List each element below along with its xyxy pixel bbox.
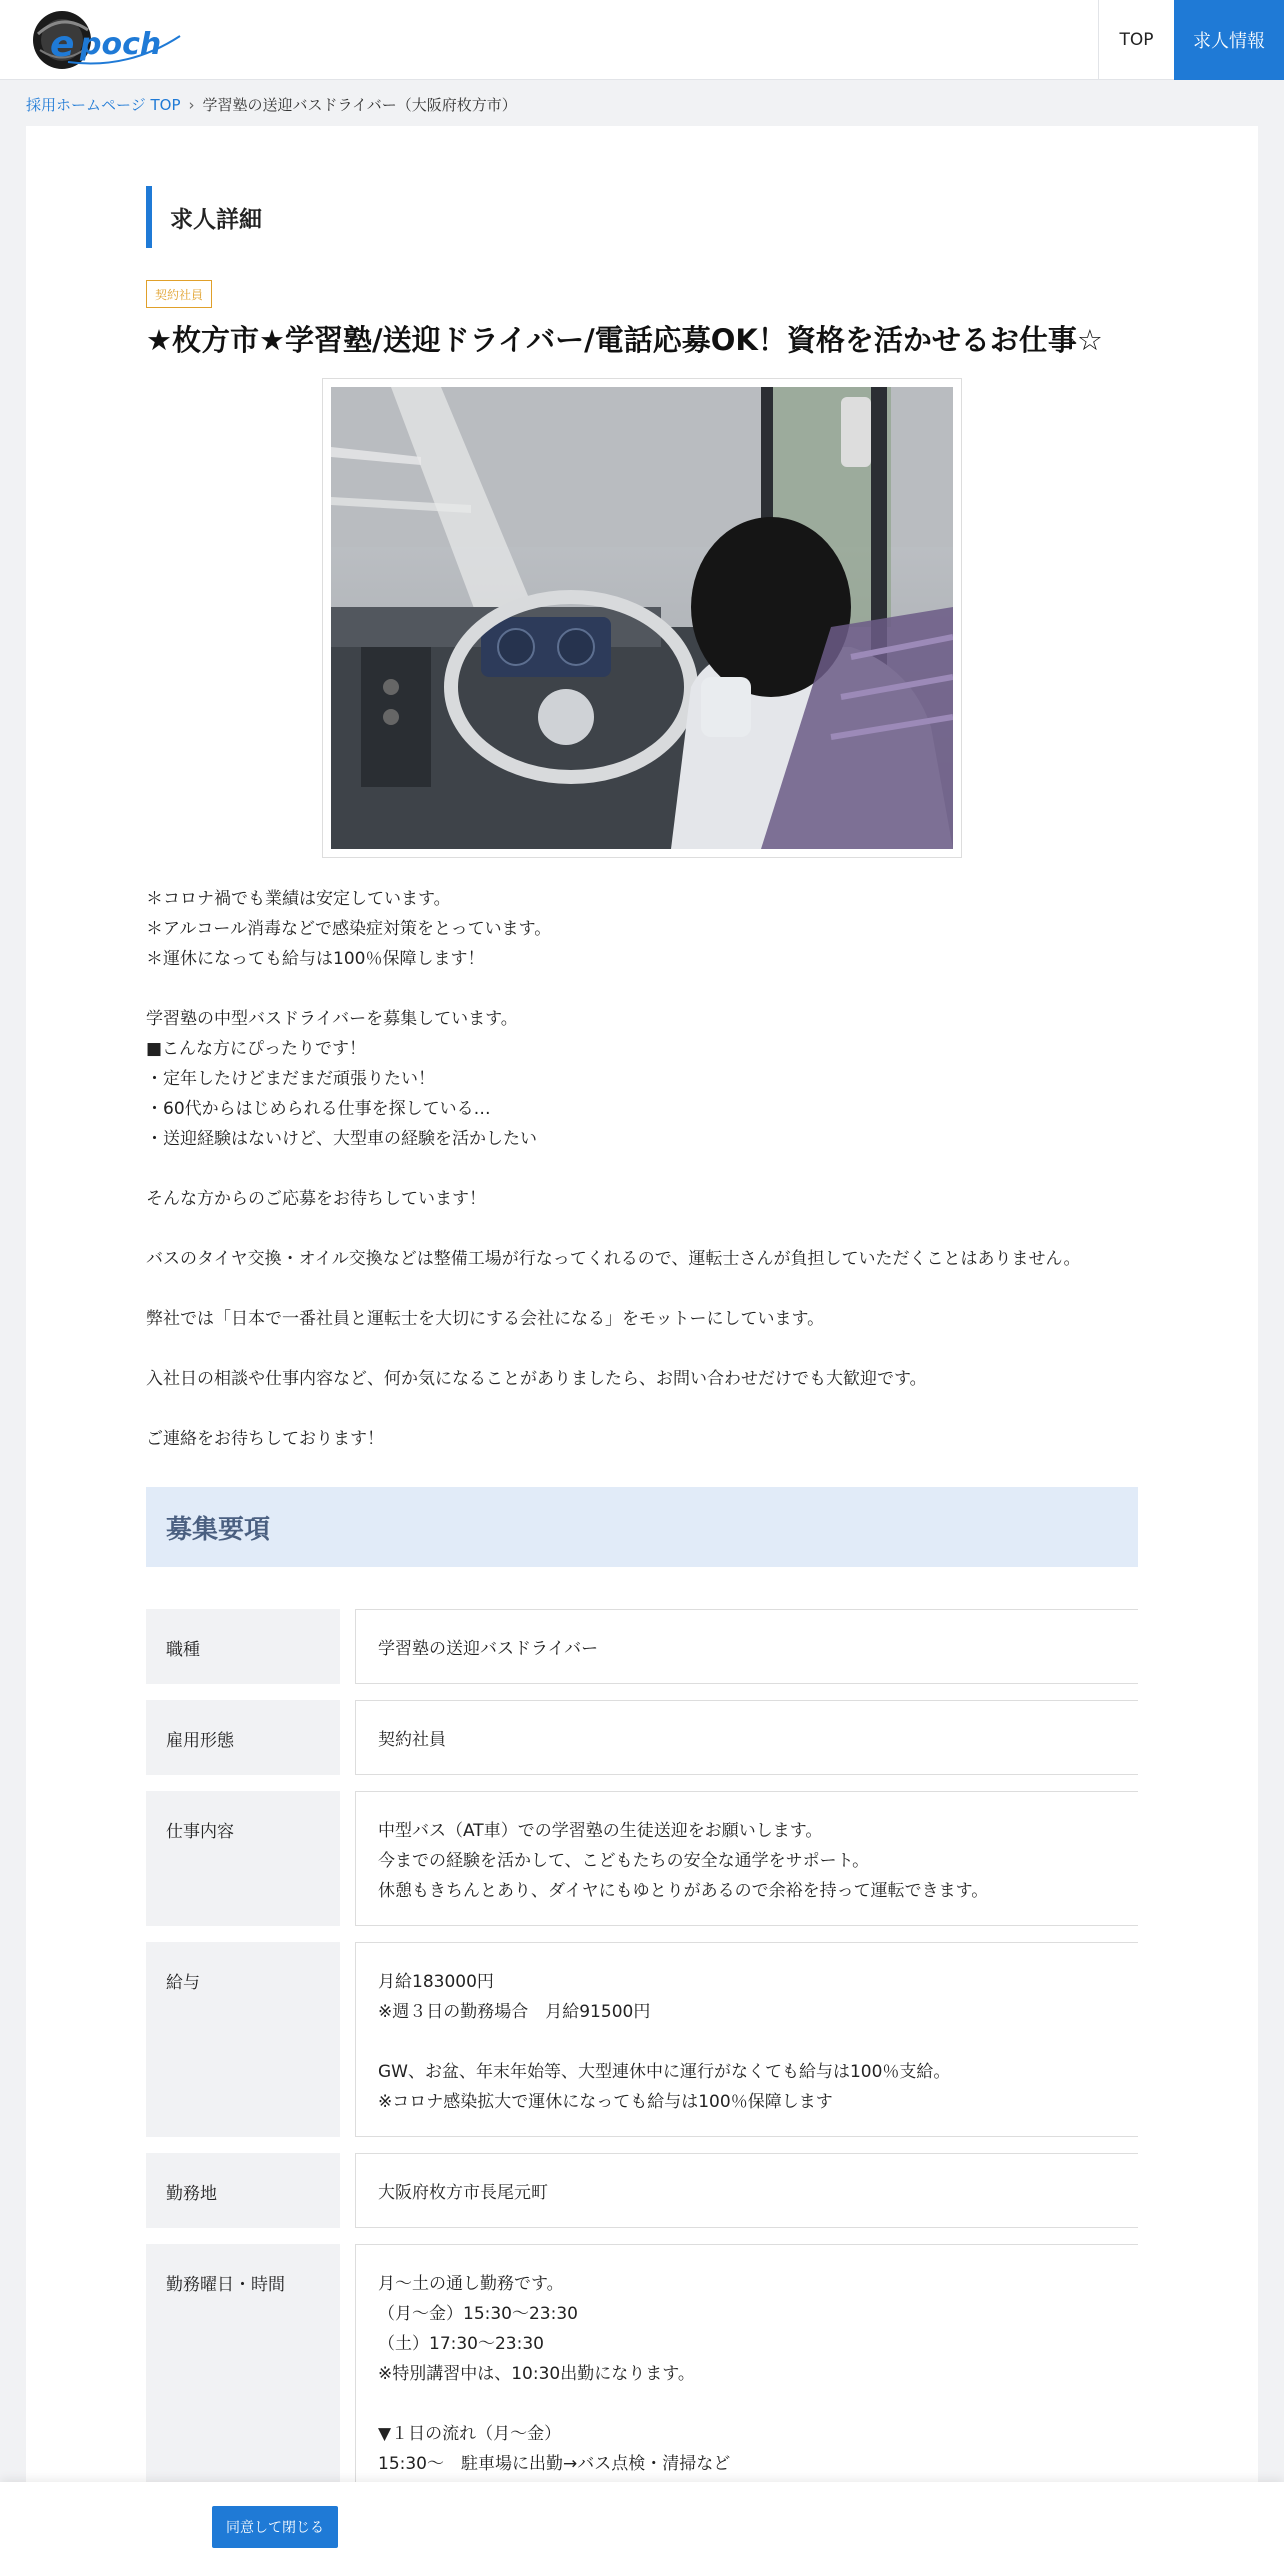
- breadcrumb-separator: ›: [188, 95, 195, 114]
- description-line: ＊アルコール消毒などで感染症対策をとっています。: [146, 919, 552, 939]
- description-line: ＊コロナ禍でも業績は安定しています。: [146, 889, 451, 909]
- description-line: [146, 974, 1146, 1004]
- epoch-logo[interactable]: [28, 6, 188, 72]
- agree-close-button[interactable]: 同意して閉じる: [212, 2506, 338, 2548]
- description-line: 弊社では「日本で一番社員と運転士を大切にする会社になる」をモットーにしています。: [146, 1309, 825, 1329]
- description-line: ＊運休になっても給与は100％保障します！: [146, 949, 485, 969]
- description-line: [146, 1274, 1146, 1304]
- recruitment-value-line: 学習塾の送迎バスドライバー: [378, 1639, 599, 1659]
- recruitment-value-line: 中型バス（AT車）での学習塾の生徒送迎をお願いします。: [378, 1821, 823, 1841]
- breadcrumb-home-link[interactable]: 採用ホームページ TOP: [26, 96, 181, 114]
- description-line: [146, 1154, 1146, 1184]
- employment-badge: 契約社員: [146, 280, 212, 308]
- recruitment-value-line: GW、お盆、年末年始等、大型連休中に運行がなくても給与は100％支給。: [378, 2062, 951, 2082]
- description-line: [146, 1394, 1146, 1424]
- job-description: [146, 884, 1146, 1454]
- section-heading: 求人詳細: [146, 186, 646, 248]
- recruitment-row-value: [355, 1700, 1138, 1775]
- recruitment-value-line: （月～金）15:30～23:30: [378, 2304, 578, 2324]
- recruitment-value-line: 15:30～ 駐車場に出勤→バス点検・清掃など: [378, 2454, 731, 2474]
- description-line: ・定年したけどまだまだ頑張りたい！: [146, 1069, 435, 1089]
- description-line: [146, 1214, 1146, 1244]
- recruitment-row-value: [355, 2153, 1138, 2228]
- recruitment-value-line: [378, 2389, 1138, 2419]
- recruitment-value-line: 今までの経験を活かして、こどもたちの安全な通学をサポート。: [378, 1851, 870, 1871]
- recruitment-row-label: 雇用形態: [146, 1700, 340, 1775]
- description-line: [146, 1334, 1146, 1364]
- bus-driver-photo: [331, 387, 953, 849]
- recruitment-row-value: [355, 1791, 1138, 1926]
- recruitment-row-label: 勤務曜日・時間: [146, 2244, 340, 2544]
- recruitment-row-label: 勤務地: [146, 2153, 340, 2228]
- job-title: ★枚方市★学習塾/送迎ドライバー/電話応募OK！資格を活かせるお仕事☆: [146, 323, 1103, 357]
- recruitment-value-line: ※特別講習中は、10:30出勤になります。: [378, 2364, 695, 2384]
- recruitment-row-label: 職種: [146, 1609, 340, 1684]
- recruitment-value-line: [378, 2027, 1138, 2057]
- recruitment-value-line: ※週３日の勤務場合 月給91500円: [378, 2002, 651, 2022]
- description-line: 入社日の相談や仕事内容など、何か気になることがありましたら、お問い合わせだけでも大歓迎です。: [146, 1369, 927, 1389]
- site-header: [0, 0, 1284, 80]
- recruitment-row-value: [355, 1609, 1138, 1684]
- recruitment-value-line: 大阪府枚方市長尾元町: [378, 2183, 548, 2203]
- recruitment-value-line: ※コロナ感染拡大で運休になっても給与は100％保障します: [378, 2092, 833, 2112]
- svg-text:e: e: [50, 24, 75, 65]
- recruitment-value-line: ▼１日の流れ（月～金）: [378, 2424, 562, 2444]
- recruitment-value-line: 契約社員: [378, 1730, 446, 1750]
- svg-text:poch: poch: [80, 27, 162, 62]
- breadcrumb: [26, 94, 517, 115]
- description-line: 学習塾の中型バスドライバーを募集しています。: [146, 1009, 518, 1029]
- breadcrumb-current: 学習塾の送迎バスドライバー（大阪府枚方市）: [202, 96, 517, 114]
- nav-top-link[interactable]: TOP: [1098, 0, 1174, 80]
- recruitment-value-line: 月給183000円: [378, 1972, 494, 1992]
- recruitment-row-value: [355, 1942, 1138, 2137]
- description-line: ・60代からはじめられる仕事を探している…: [146, 1099, 491, 1119]
- recruitment-value-line: 休憩もきちんとあり、ダイヤにもゆとりがあるので余裕を持って運転できます。: [378, 1881, 989, 1901]
- recruitment-heading: 募集要項: [146, 1487, 1138, 1567]
- nav-jobs-link[interactable]: 求人情報: [1174, 0, 1284, 80]
- description-line: そんな方からのご応募をお待ちしています！: [146, 1189, 486, 1209]
- description-line: ・送迎経験はないけど、大型車の経験を活かしたい: [146, 1129, 537, 1149]
- description-line: バスのタイヤ交換・オイル交換などは整備工場が行なってくれるので、運転士さんが負担していただくことはありません。: [146, 1249, 1081, 1269]
- recruitment-value-line: 月～土の通し勤務です。: [378, 2274, 564, 2294]
- recruitment-value-line: （土）17:30～23:30: [378, 2334, 544, 2354]
- job-photo-frame: [322, 378, 962, 858]
- recruitment-row-label: 仕事内容: [146, 1791, 340, 1926]
- recruitment-row-label: 給与: [146, 1942, 340, 2137]
- consent-bar: [0, 2482, 1284, 2568]
- description-line: ■こんな方にぴったりです！: [146, 1039, 367, 1059]
- description-line: ご連絡をお待ちしております！: [146, 1429, 384, 1449]
